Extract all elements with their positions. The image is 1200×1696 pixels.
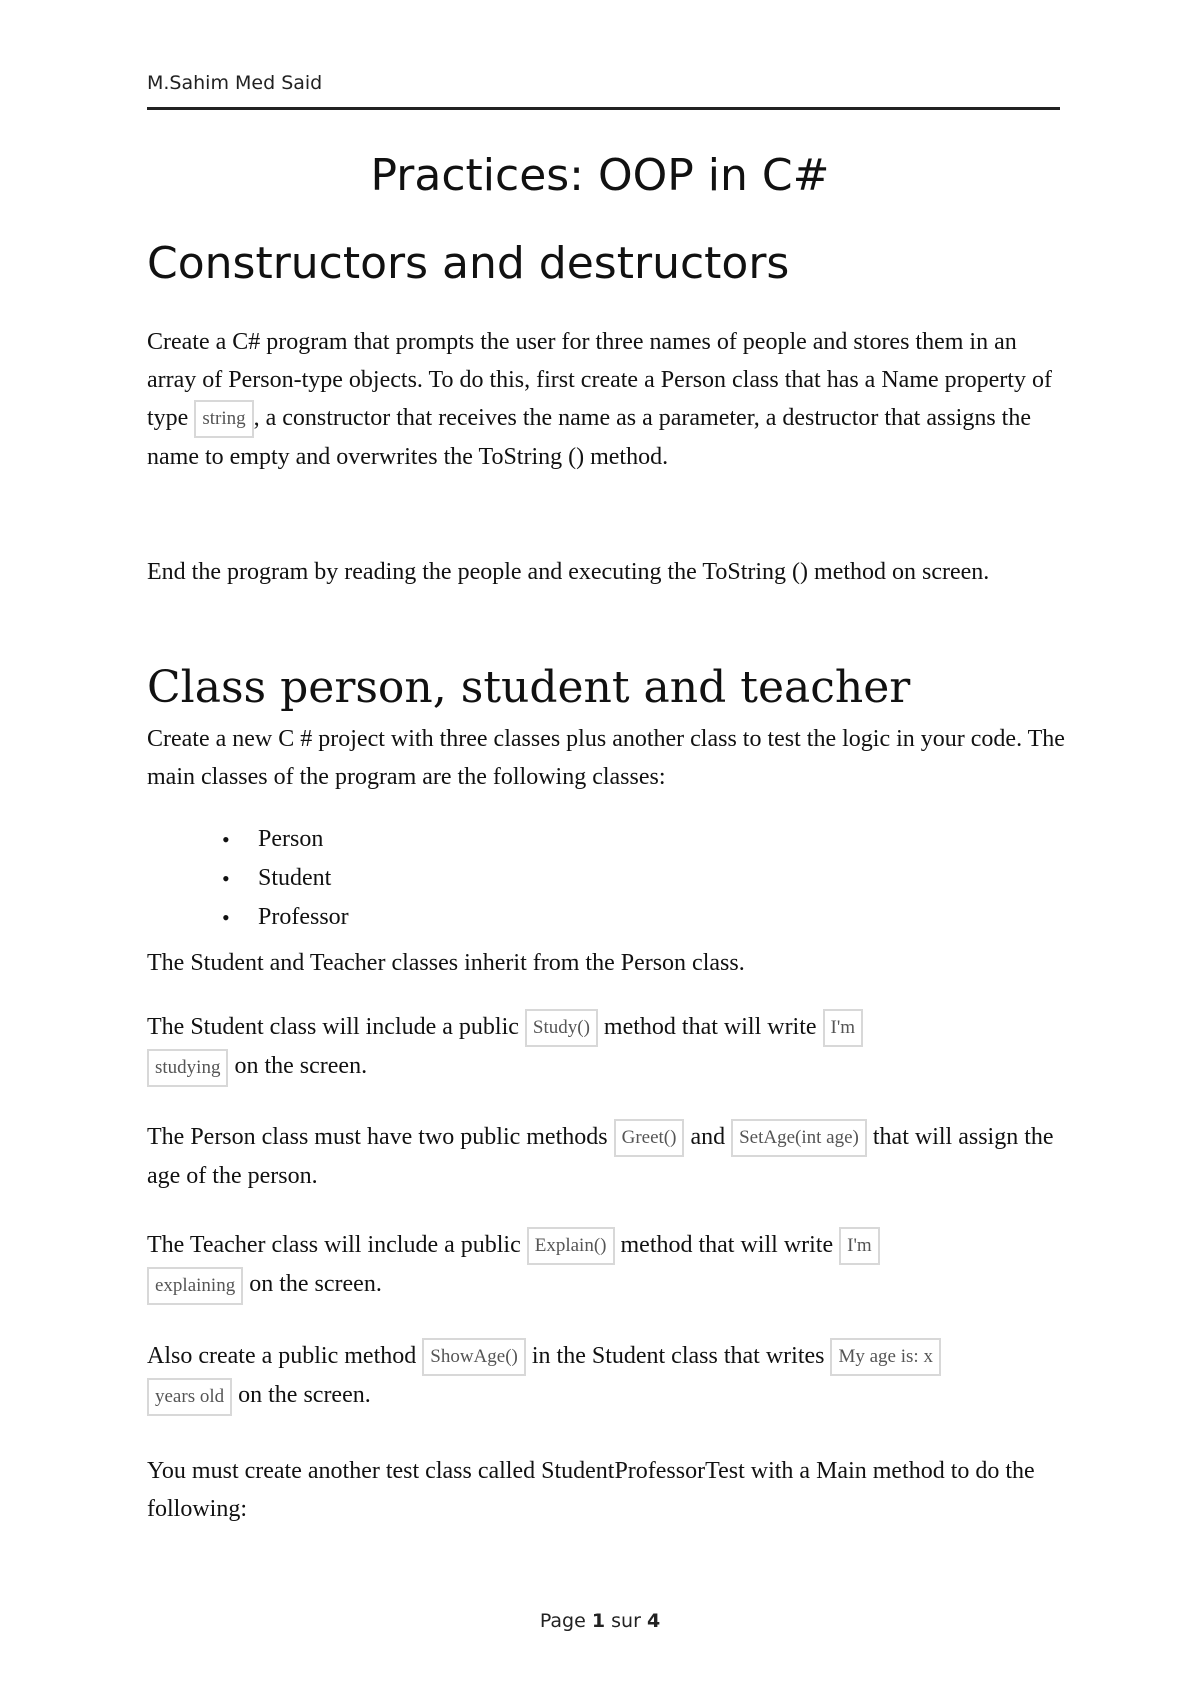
- code-greet: Greet(): [614, 1119, 685, 1157]
- code-im: I'm: [839, 1227, 880, 1265]
- paragraph-constructors: Create a C# program that prompts the user for three names of people and stores them in an array of Person-type objects. To do this, first create a Person class that has a Name property of type string , a constructor that receives the name as a parameter, a destructor that assigns the name to empty and overwrites the ToString () method.: [147, 329, 1052, 471]
- code-setage: SetAge(int age): [731, 1119, 867, 1157]
- code-my-age: My age is: x: [830, 1338, 940, 1376]
- paragraph-inherit: The Student and Teacher classes inherit from the Person class.: [147, 950, 745, 976]
- list-item: • Person: [222, 826, 324, 852]
- section-heading-constructors: Constructors and destructors: [147, 238, 790, 289]
- paragraph-test-class: You must create another test class called StudentProfessorTest with a Main method to do the following:: [147, 1458, 1035, 1522]
- paragraph-study: The Student class will include a public Study() method that will write I'm studying on the screen.: [147, 1008, 1072, 1087]
- code-showage: ShowAge(): [422, 1338, 526, 1376]
- code-explain: Explain(): [527, 1227, 615, 1265]
- code-years-old: years old: [147, 1378, 232, 1416]
- code-explaining: explaining: [147, 1267, 243, 1305]
- list-item: • Professor: [222, 904, 349, 930]
- page-number: Page 1 sur 4: [539, 1610, 661, 1632]
- paragraph-teacher: The Teacher class will include a public Explain() method that will write I'm explaining on the screen.: [147, 1226, 1072, 1305]
- code-studying: studying: [147, 1049, 228, 1087]
- header-divider: [147, 107, 1060, 110]
- code-study: Study(): [525, 1009, 598, 1047]
- code-im: I'm: [823, 1009, 864, 1047]
- section-heading-classes: Class person, student and teacher: [147, 662, 911, 713]
- paragraph-end-program: End the program by reading the people and executing the ToString () method on screen.: [147, 559, 990, 585]
- list-item: • Student: [222, 865, 332, 891]
- document-title: Practices: OOP in C#: [370, 150, 830, 201]
- paragraph-person-methods: The Person class must have two public methods Greet() and SetAge(int age) that will assign the age of the person.: [147, 1118, 1072, 1195]
- class-list: [222, 820, 349, 937]
- code-string: string: [194, 400, 253, 438]
- header-author: M.Sahim Med Said: [147, 72, 323, 94]
- paragraph-showage: Also create a public method ShowAge() in the Student class that writes My age is: x years old on the screen.: [147, 1337, 1072, 1416]
- paragraph-intro: Create a new C # project with three classes plus another class to test the logic in your code. The main classes of the program are the following classes:: [147, 726, 1065, 790]
